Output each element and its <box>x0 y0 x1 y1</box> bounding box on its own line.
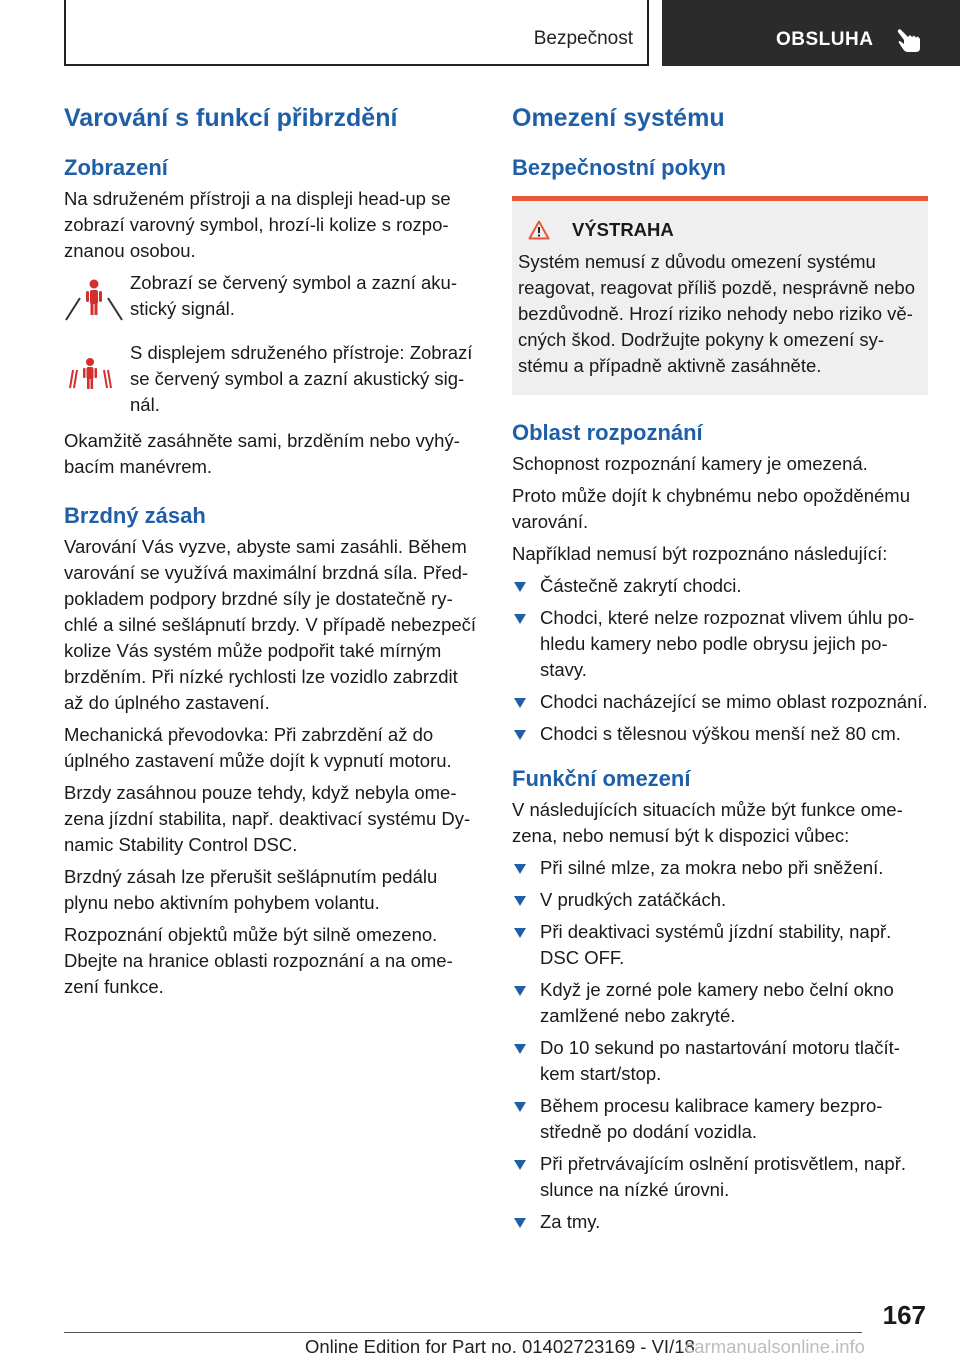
pedestrian-sound-icon <box>64 340 130 400</box>
bullet-triangle-icon <box>514 896 526 906</box>
warning-triangle-icon <box>528 220 550 240</box>
section-title-warning: Varování s funkcí přibrzdění <box>64 104 398 132</box>
subheading-brake: Brzdný zásah <box>64 503 206 528</box>
cluster-warning-row <box>64 340 480 418</box>
list-item: Při deaktivaci systémů jízdní stability, např. DSC OFF. <box>512 919 928 971</box>
pedestrian-warning-row <box>64 270 480 330</box>
brake-paragraph-4: Brzdný zásah lze přerušit sešlápnutím pedálu plynu nebo aktivním pohybem volantu. <box>64 866 438 913</box>
section-title-limits: Omezení systému <box>512 104 725 132</box>
list-item: Do 10 sekund po nastartování motoru tlačítkem start/stop. <box>512 1035 928 1087</box>
bullet-triangle-icon <box>514 698 526 708</box>
right-column <box>512 100 928 1243</box>
range-list <box>512 573 928 747</box>
brake-paragraph-3: Brzdy zasáhnou pouze tehdy, když nebyla omezena jízdní stabilita, např. deaktivací systému Dynamic Stability Control DSC. <box>64 782 471 855</box>
list-item: Když je zorné pole kamery nebo čelní okno zamlžené nebo zakryté. <box>512 977 928 1029</box>
list-item: Za tmy. <box>512 1209 928 1235</box>
page-number: 167 <box>882 1300 926 1330</box>
warning-title: VÝSTRAHA <box>572 219 674 240</box>
icon2-description: S displejem sdruženého přístroje: Zobrazí se červený symbol a zazní akustický signál. <box>130 342 473 415</box>
warning-header <box>518 217 920 243</box>
list-item: Během procesu kalibrace kamery bezprostředně po dodání vozidla. <box>512 1093 928 1145</box>
subheading-range: Oblast rozpoznání <box>512 420 703 445</box>
bullet-triangle-icon <box>514 1160 526 1170</box>
pointing-hand-icon <box>896 26 922 54</box>
footer-edition: Online Edition for Part no. 01402723169 - VI/18 <box>305 1336 695 1357</box>
list-item: Chodci, které nelze rozpoznat vlivem úhlu pohledu kamery nebo podle obrysu jejich postavy. <box>512 605 928 683</box>
subheading-display: Zobrazení <box>64 155 168 180</box>
list-item: Chodci nacházející se mimo oblast rozpoznání. <box>512 689 928 715</box>
subheading-safety: Bezpečnostní pokyn <box>512 155 726 180</box>
function-paragraph: V následujících situacích může být funkce omezena, nebo nemusí být k dispozici vůbec: <box>512 799 903 846</box>
bullet-triangle-icon <box>514 1102 526 1112</box>
section-tab <box>64 0 649 66</box>
bullet-triangle-icon <box>514 928 526 938</box>
bullet-triangle-icon <box>514 986 526 996</box>
brake-paragraph-1: Varování Vás vyzve, abyste sami zasáhli. Během varování se využívá maximální brzdná síla. Předpokladem podpory brzdné síly je dostatečně rychlé a silné sešlápnutí brzdy. V případě nebezpečí kolize Vás systém může podpořit také mírným brzděním. Při nízké rychlosti lze vozidlo zabrzdit až do úplného zastavení. <box>64 536 477 713</box>
action-paragraph: Okamžitě zasáhněte sami, brzděním nebo vyhýbacím manévrem. <box>64 430 460 477</box>
chapter-tab <box>662 0 960 66</box>
warning-box <box>512 201 928 395</box>
bullet-triangle-icon <box>514 582 526 592</box>
bullet-triangle-icon <box>514 864 526 874</box>
list-item: Chodci s tělesnou výškou menší než 80 cm. <box>512 721 928 747</box>
bullet-triangle-icon <box>514 1044 526 1054</box>
list-item: Částečně zakrytí chodci. <box>512 573 928 599</box>
list-item: Při silné mlze, za mokra nebo při sněžení. <box>512 855 928 881</box>
section-tab-label: Bezpečnost <box>533 28 633 49</box>
display-paragraph: Na sdruženém přístroji a na displeji head-up se zobrazí varovný symbol, hrozí-li kolize s rozpoznanou osobou. <box>64 188 451 261</box>
function-list <box>512 855 928 1235</box>
list-item: Při přetrvávajícím oslnění protisvětlem, např. slunce na nízké úrovni. <box>512 1151 928 1203</box>
range-paragraph-2: Proto může dojít k chybnému nebo opožděnému varování. <box>512 485 910 532</box>
range-paragraph-3: Například nemusí být rozpoznáno následující: <box>512 543 888 564</box>
left-column <box>64 100 480 1006</box>
bullet-triangle-icon <box>514 1218 526 1228</box>
chapter-label: OBSLUHA <box>776 29 874 50</box>
icon1-description: Zobrazí se červený symbol a zazní akustický signál. <box>130 272 457 319</box>
range-paragraph-1: Schopnost rozpoznání kamery je omezená. <box>512 453 868 474</box>
brake-paragraph-5: Rozpoznání objektů může být silně omezeno. Dbejte na hranice oblasti rozpoznání a na omezení funkce. <box>64 924 453 997</box>
warning-text: Systém nemusí z důvodu omezení systému reagovat, reagovat příliš pozdě, nesprávně nebo bezdůvodně. Hrozí riziko nehody nebo riziko věcných škod. Dodržujte pokyny k omezení systému a případně aktivně zasáhněte. <box>518 251 915 376</box>
brake-paragraph-2: Mechanická převodovka: Při zabrzdění až do úplného zastavení může dojít k vypnutí motoru. <box>64 724 452 771</box>
footer-watermark: carmanualsonline.info <box>685 1336 865 1357</box>
subheading-function-limits: Funkční omezení <box>512 766 691 791</box>
pedestrian-warning-icon <box>64 270 130 330</box>
list-item: V prudkých zatáčkách. <box>512 887 928 913</box>
footer-divider <box>64 1332 862 1333</box>
bullet-triangle-icon <box>514 614 526 624</box>
bullet-triangle-icon <box>514 730 526 740</box>
